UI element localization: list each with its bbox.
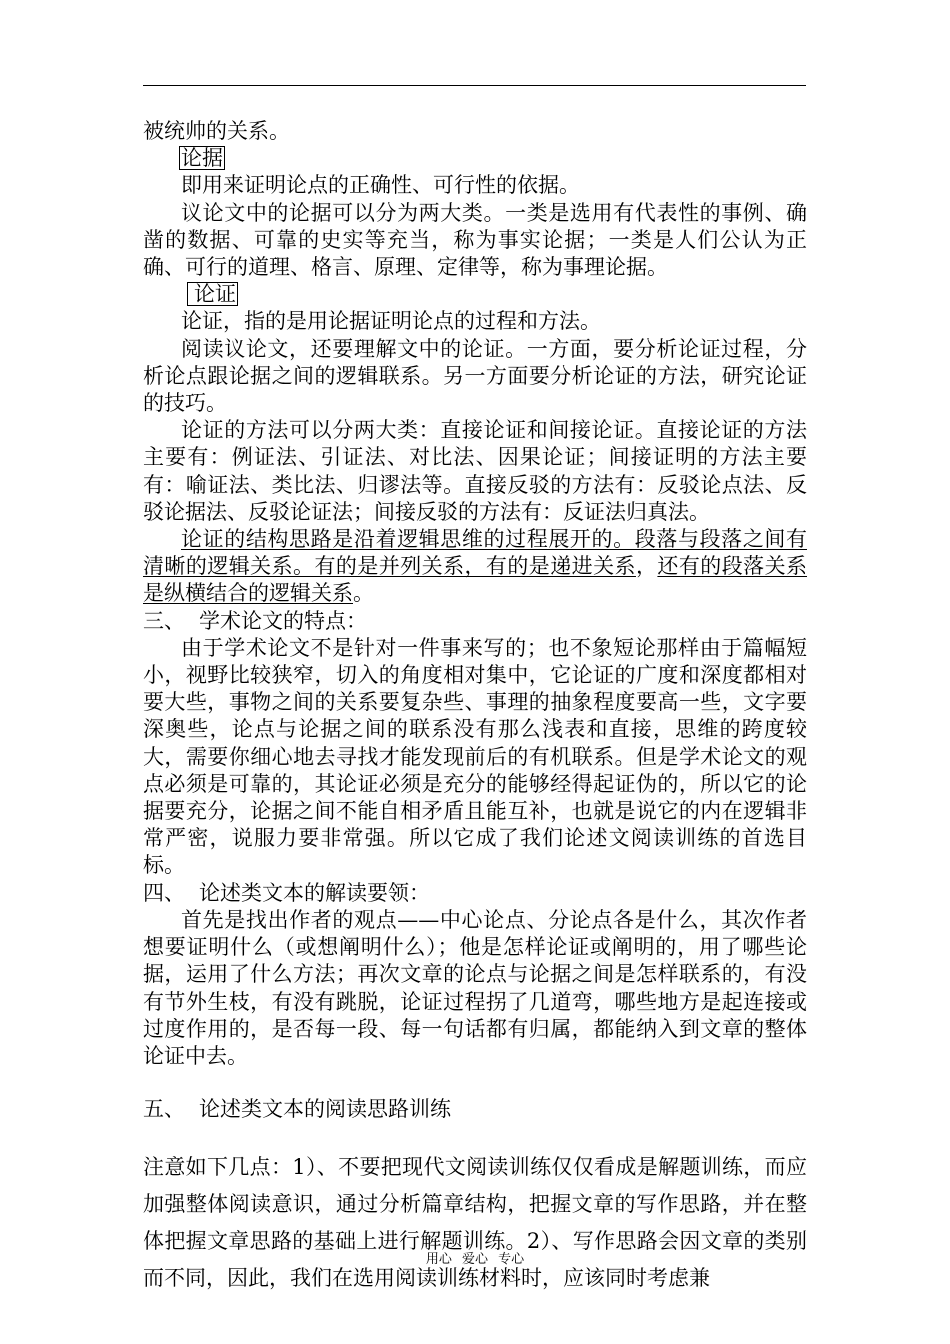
boxed-term-lunju: 论据: [181, 146, 223, 171]
underlined-text-structure: 论证的结构思路是沿着逻辑思维的过程展开的。段落与段落之间有清晰的逻辑关系。有的是并列关系，有的是递进关系: [143, 527, 807, 579]
paragraph-lunju-types: 议论文中的论据可以分为两大类。一类是选用有代表性的事例、确凿的数据、可靠的史实等充当，称为事实论据；一类是人们公认为正确、可行的道理、格言、原理、定律等，称为事理论据。: [143, 200, 807, 280]
paragraph-lunju-definition: 即用来证明论点的正确性、可行性的依据。: [181, 173, 580, 198]
heading-section-5: [143, 1096, 807, 1123]
comma-text: ，: [635, 554, 658, 579]
paragraph-reading-essentials: 首先是找出作者的观点——中心论点、分论点各是什么，其次作者想要证明什么（或想阐明什么）；他是怎样论证或阐明的，用了哪些论据，运用了什么方法；再次文章的论点与论据之间是怎样联系的，有没有节外生枝，有没有跳脱，论证过程拐了几道弯，哪些地方是起连接或过度作用的，是否每一段、每一句话都有归属，都能纳入到文章的整体论证中去。: [143, 907, 807, 1068]
section-lunju: [143, 145, 807, 172]
heading-title-3: 学术论文的特点：: [199, 608, 367, 633]
paragraph-structure: [143, 526, 807, 608]
spacer: [143, 1123, 807, 1149]
header-rule: [143, 85, 806, 86]
spacer: [143, 1070, 807, 1096]
heading-number-5: 五、: [143, 1097, 185, 1122]
section-lunzheng: [143, 281, 807, 308]
heading-section-4: [143, 880, 807, 907]
heading-title-4: 论述类文本的解读要领：: [199, 880, 430, 905]
paragraph-lunzheng-definition: 论证，指的是用论据证明论点的过程和方法。: [181, 309, 601, 334]
boxed-term-lunzheng: 论证: [187, 282, 238, 306]
heading-number-4: 四、: [143, 880, 185, 905]
paragraph-lunzheng-reading: 阅读议论文，还要理解文中的论证。一方面，要分析论证过程，分析论点跟论据之间的逻辑联系。另一方面要分析论证的方法，研究论证的技巧。: [143, 336, 807, 416]
paragraph-lunzheng-methods: 论证的方法可以分两大类：直接论证和间接论证。直接论证的方法主要有：例证法、引证法、对比法、因果论证；间接证明的方法主要有：喻证法、类比法、归谬法等。直接反驳的方法有：反驳论点法、反驳论据法、反驳论证法；间接反驳的方法有：反证法归真法。: [143, 418, 807, 524]
underlined-text-relation: 还有的段落关系是纵横结合的逻辑关系: [143, 554, 808, 606]
heading-title-5: 论述类文本的阅读思路训练: [199, 1097, 451, 1122]
heading-section-3: [143, 608, 807, 635]
paragraph-intro: 被统帅的关系。: [143, 119, 290, 143]
paragraph-academic: 由于学术论文不是针对一件事来写的；也不象短论那样由于篇幅短小，视野比较狭窄，切入的角度相对集中，它论证的广度和深度都相对要大些，事物之间的关系要复杂些、事理的抽象程度要高一些，文字要深奥些，论点与论据之间的联系没有那么浅表和直接，思维的跨度较大，需要你细心地去寻找才能发现前后的有机联系。但是学术论文的观点必须是可靠的，其论证必须是充分的能够经得起证伪的，所以它的论据要充分，论据之间不能自相矛盾且能互补，也就是说它的内在逻辑非常严密，说服力要非常强。所以它成了我们论述文阅读训练的首选目标。: [143, 635, 807, 878]
period-text: 。: [353, 581, 374, 606]
paragraph-notes: 注意如下几点：1）、不要把现代文阅读训练仅仅看成是解题训练，而应加强整体阅读意识，通过分析篇章结构，把握文章的写作思路，并在整体把握文章思路的基础上进行解题训练。2）、写作思路会因文章的类别而不同，因此，我们在选用阅读训练材料时，应该同时考虑兼: [143, 1155, 807, 1291]
page-footer: 用心 爱心 专心: [425, 1252, 525, 1267]
document-body: [143, 118, 807, 1297]
heading-number-3: 三、: [143, 608, 185, 633]
